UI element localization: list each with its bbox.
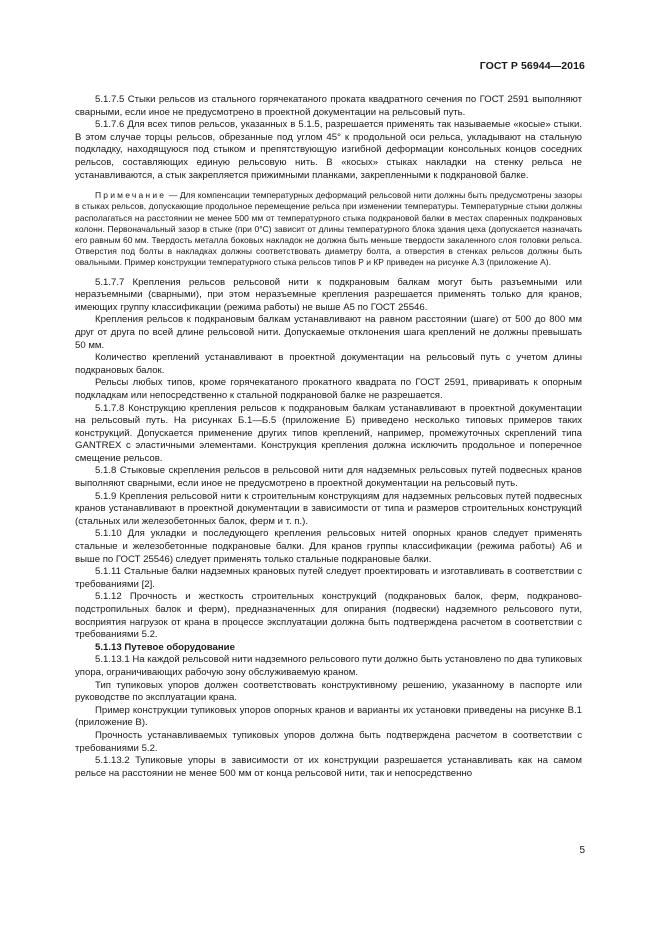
paragraph-5-1-7-8: 5.1.7.8 Конструкцию крепления рельсов к подкрановым балкам устанавливают в проектной документации на рельсовый путь. На рисунках Б.1—Б.5 (приложение Б) приведено несколько типовых примеров таких конструкций. Допускается применение других типов креплений, например, промежуточных скреплений типа GANTREX с эластичными элементами. Конструкция крепления должна исключить продольное и поперечное смещение рельсов. [75, 402, 582, 464]
paragraph-stop-example: Пример конструкции тупиковых упоров опорных кранов и варианты их установки приведены на рисунке В.1 (приложение В). [75, 704, 582, 729]
paragraph-5-1-7-7: 5.1.7.7 Крепления рельсов рельсовой нити к подкрановым балкам могут быть разъемными или неразъемными (сварными), при этом неразъемные крепления разрешается применять только для кранов, имеющих группу классификации (режима работы) не выше А5 по ГОСТ 25546. [75, 276, 582, 313]
paragraph-5-1-10: 5.1.10 Для укладки и последующего крепления рельсовых нитей опорных кранов следует применять стальные и железобетонные подкрановые балки. Для кранов группы классификации (режима работы) А6 и выше по ГОСТ 25546) следует применять только стальные подкрановые балки. [75, 528, 582, 565]
paragraph-fastening-count: Количество креплений устанавливают в проектной документации на рельсовый путь с учетом длины подкрановых балок. [75, 352, 582, 376]
note-label: Примечание [95, 190, 167, 201]
paragraph-stop-strength: Прочность устанавливаемых тупиковых упоров должна быть подтверждена расчетом в соответствии с требованиями 5.2. [75, 729, 582, 754]
paragraph-5-1-13-2: 5.1.13.2 Тупиковые упоры в зависимости от их конструкции разрешается устанавливать как на самом рельсе на расстоянии не менее 500 мм от конца рельсовой нити, так и непосредственно [75, 755, 582, 779]
paragraph-stop-type: Тип тупиковых упоров должен соответствовать конструктивному решению, указанному в паспорте или руководстве по эксплуатации крана. [75, 679, 582, 704]
paragraph-5-1-13-1: 5.1.13.1 На каждой рельсовой нити надземного рельсового пути должно быть установлено по два тупиковых упора, ограничивающих рабочую зону обслуживаемую краном. [75, 654, 582, 678]
paragraph-rail-fastening-spacing: Крепления рельсов к подкрановым балкам устанавливают на равном расстоянии (шаге) от 500 до 800 мм друг от друга по всей длине рельсовой нити. Допускаемые отклонения шага креплений не должны превышать 50 мм. [75, 314, 582, 351]
paragraph-welding-prohibition: Рельсы любых типов, кроме горячекатаного прокатного квадрата по ГОСТ 2591, приваривать к опорным подкладкам или непосредственно к стальной подкрановой балке не разрешается. [75, 377, 582, 401]
document-code: ГОСТ Р 56944—2016 [479, 60, 585, 72]
paragraph-5-1-11: 5.1.11 Стальные балки надземных крановых путей следует проектировать и изготавливать в соответствии с требованиями [2]. [75, 566, 582, 590]
note-text: — Для компенсации температурных деформаций рельсовой нити должны быть предусмотрены зазоры в стыках рельсов, допускающие продольное перемещение рельса при изменении температуры. Температурные стыки должны располагаться на расстоянии не менее 500 мм от температурного стыка подкрановой балки в местах спаренных подкрановых колонн. Первоначальный зазор в стыке (при 0°С) зависит от длины температурного блока здания цеха (допускается назначать его равным 60 мм. Твердость металла боковых накладок не должна быть меньше твердости закаленного слоя головки рельса. Отверстия под болты в накладках должны соответствовать диаметру болта, а отверстия в стенках рельсов должны быть овальными. Пример конструкции температурного стыка рельсов типов Р и КР приведен на рисунке А.3 (приложение А). [75, 190, 582, 268]
paragraph-5-1-9: 5.1.9 Крепления рельсовой нити к строительным конструкциям для надземных рельсовых путей подвесных кранов устанавливают в проектной документации в зависимости от типа и размеров строительных конструкций (стальных или железобетонных балок, ферм и т. п.). [75, 490, 582, 527]
paragraph-5-1-7-6: 5.1.7.6 Для всех типов рельсов, указанных в 5.1.5, разрешается применять так называемые «косые» стыки. В этом случае торцы рельсов, обрезанные под углом 45° к продольной оси рельса, укладывают на стальную подкладку, находящуюся под стыком и препятствующую изгибной деформации консольных концов соседних рельсов, составляющих единую рельсовую нить. В «косых» стыках накладки на стенку рельса не устанавливаются, а стык закрепляется прижимными планками, закрепленными к подкрановой балке. [75, 119, 582, 181]
paragraph-5-1-12: 5.1.12 Прочность и жесткость строительных конструкций (подкрановых балок, ферм, подкраново-подстропильных балок и ферм), предназначенных для опирания (подвески) надземного рельсового пути, восприятия нагрузок от крана в процессе эксплуатации должна быть подтверждена расчетом в соответствии с требованиями 5.2. [75, 591, 582, 641]
paragraph-5-1-8: 5.1.8 Стыковые скрепления рельсов в рельсовой нити для надземных рельсовых путей подвесных кранов выполняют сварными, если иное не предусмотрено в проектной документации на рельсовый путь. [75, 465, 582, 490]
section-title-5-1-13: 5.1.13 Путевое оборудование [95, 641, 235, 653]
page-number: 5 [579, 845, 585, 856]
document-body [75, 94, 582, 780]
paragraph-5-1-7-5: 5.1.7.5 Стыки рельсов из стального горячекатаного проката квадратного сечения по ГОСТ 2591 выполняют сварными, если иное не предусмотрено в проектной документации на рельсовый путь. [75, 94, 582, 118]
note-block [75, 190, 582, 268]
